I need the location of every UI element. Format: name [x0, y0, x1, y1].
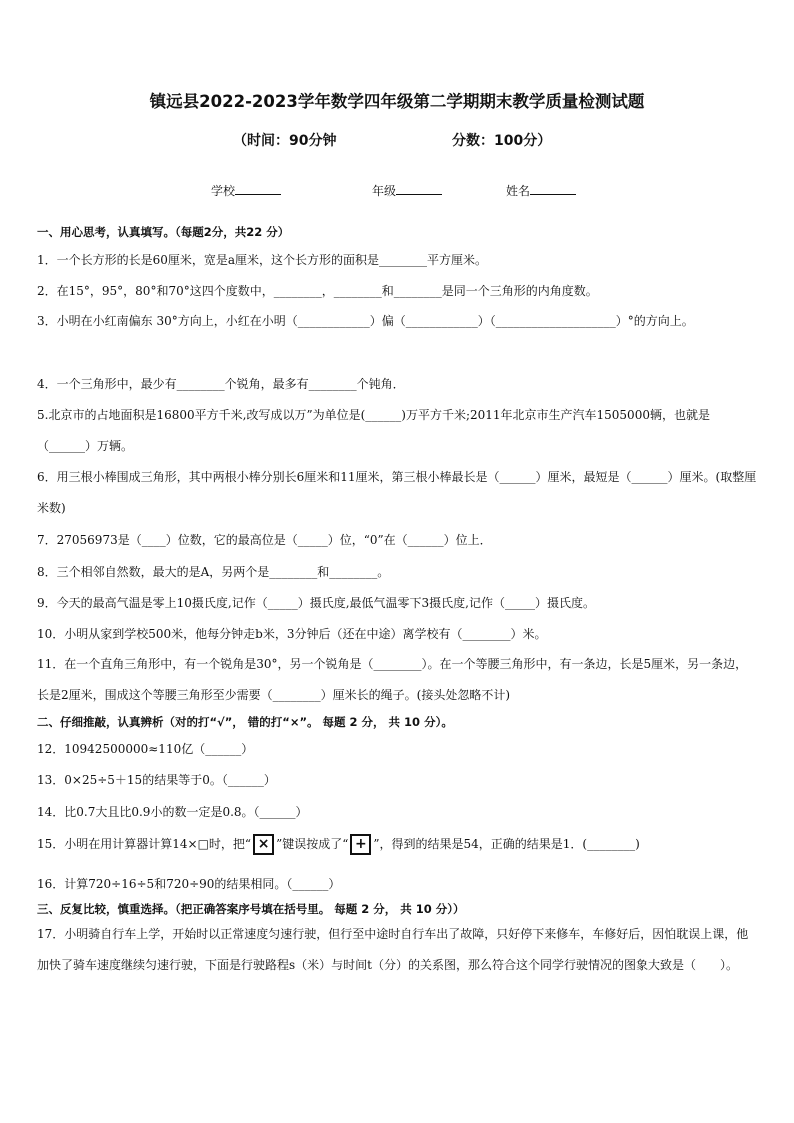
question-1: 1．一个长方形的长是60厘米，宽是a厘米，这个长方形的面积是________平方厘米。 [37, 253, 488, 267]
question-9: 9．今天的最高气温是零上10摄氏度,记作（_____）摄氏度,最低气温零下3摄氏度,记作（_____）摄氏度。 [37, 596, 595, 610]
question-10: 10．小明从家到学校500米，他每分钟走b米，3分钟后（还在中途）离学校有（________）米。 [37, 627, 547, 641]
multiply-key-icon: × [253, 834, 274, 855]
question-15-part-b: ”键误按成了“ [276, 837, 349, 851]
school-field [211, 182, 281, 199]
question-13: 13．0×25÷5＋15的结果等于0。（______） [37, 773, 276, 787]
name-label: 姓名 [506, 184, 531, 198]
question-7: 7．27056973是（____）位数，它的最高位是（_____）位，“0”在（______）位上． [37, 533, 492, 547]
grade-field [372, 182, 442, 199]
question-15 [37, 834, 640, 855]
section-3-heading: 三、反复比较，慎重选择。（把正确答案序号填在括号里。 每题 2 分， 共 10 分）） [37, 902, 465, 916]
grade-label: 年级 [372, 184, 397, 198]
question-8: 8．三个相邻自然数，最大的是A，另两个是________和________。 [37, 565, 390, 579]
exam-score: 分数：100分） [452, 133, 552, 149]
question-15-part-c: ”，得到的结果是54，正确的结果是1．(________) [373, 837, 640, 851]
question-5: 5.北京市的占地面积是16800平方千米,改写成以万”为单位是(______)万平方千米;2011年北京市生产汽车1505000辆，也就是（______）万辆。 [37, 408, 710, 453]
question-3: 3．小明在小红南偏东 30°方向上，小红在小明（____________）偏（____________）（____________________）°的方向上。 [37, 314, 694, 328]
question-15-part-a: 15．小明在用计算器计算14×□时，把“ [37, 837, 252, 851]
school-blank [235, 182, 281, 195]
school-label: 学校 [211, 184, 236, 198]
page-title: 镇远县2022-2023学年数学四年级第二学期期末教学质量检测试题 [149, 92, 645, 111]
name-field [506, 182, 576, 199]
question-12: 12．10942500000≈110亿（______） [37, 742, 254, 756]
plus-key-icon: + [350, 834, 371, 855]
name-blank [530, 182, 576, 195]
section-2-heading: 二、仔细推敲，认真辨析（对的打“√”， 错的打“×”。 每题 2 分， 共 10 分）。 [37, 715, 453, 729]
grade-blank [396, 182, 442, 195]
question-11: 11．在一个直角三角形中，有一个锐角是30°，另一个锐角是（________）。在一个等腰三角形中，有一条边，长是5厘米，另一条边，长是2厘米，围成这个等腰三角形至少需要（________）厘米长的绳子。(接头处忽略不计) [37, 657, 748, 702]
question-2: 2．在15°，95°，80°和70°这四个度数中，________，________和________是同一个三角形的内角度数。 [37, 284, 598, 298]
question-17: 17．小明骑自行车上学，开始时以正常速度匀速行驶，但行至中途时自行车出了故障，只好停下来修车，车修好后，因怕耽误上课，他加快了骑车速度继续匀速行驶，下面是行驶路程s（米）与时间t（分）的关系图，那么符合这个同学行驶情况的图象大致是（ ）。 [37, 927, 749, 972]
section-1-heading: 一、用心思考，认真填写。（每题2分，共22 分） [37, 225, 290, 239]
question-4: 4．一个三角形中，最少有________个锐角，最多有________个钝角． [37, 377, 405, 391]
question-14: 14．比0.7大且比0.9小的数一定是0.8。（______） [37, 805, 308, 819]
question-16: 16．计算720÷16÷5和720÷90的结果相同。（______） [37, 877, 341, 891]
question-6: 6．用三根小棒围成三角形，其中两根小棒分别长6厘米和11厘米，第三根小棒最长是（______）厘米，最短是（______）厘米。(取整厘米数) [37, 470, 757, 515]
exam-time: （时间：90分钟 [233, 133, 337, 149]
